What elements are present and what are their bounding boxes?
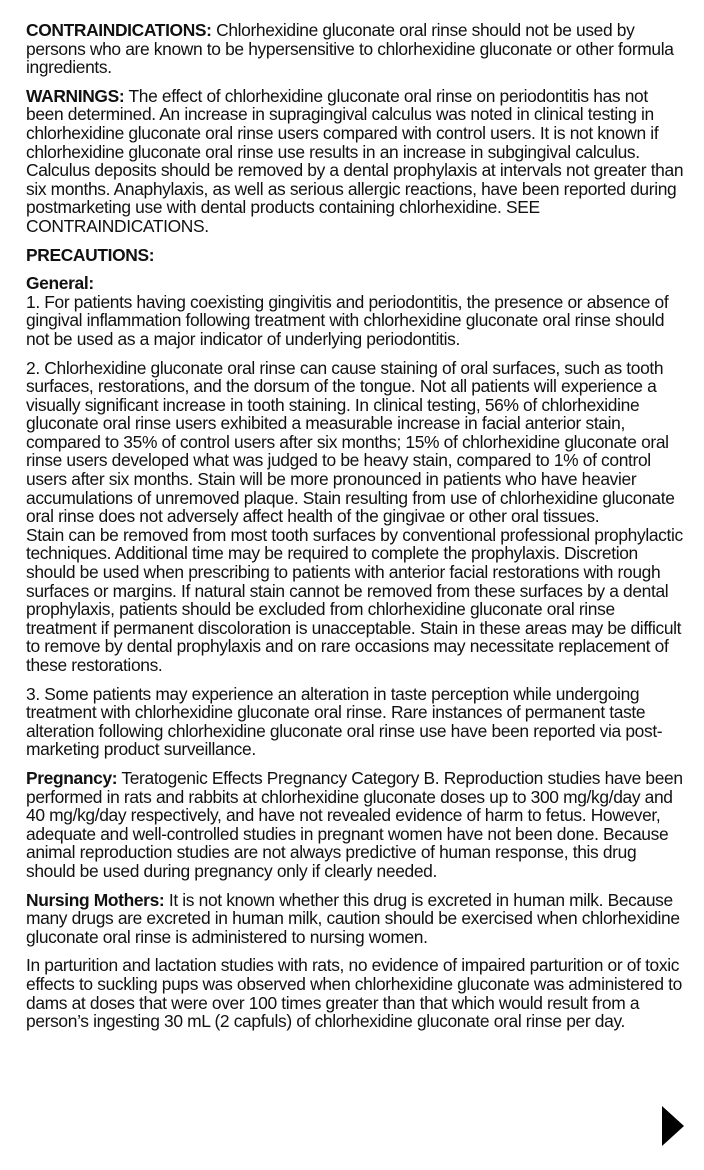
nursing-mothers-text: It is not known whether this drug is excreted in human milk. Because many drugs are excreted in human milk, caution should be exercised when chlorhexidine gluconate oral rinse is administered to nursing women. bbox=[26, 889, 680, 947]
contraindications-paragraph bbox=[26, 21, 688, 77]
precautions-heading-text: PRECAUTIONS: bbox=[26, 244, 155, 265]
pregnancy-text: Teratogenic Effects Pregnancy Category B. Reproduction studies have been performed in rats and rabbits at chlorhexidine gluconate doses up to 300 mg/kg/day and 40 mg/kg/day respectively, and have not revealed evidence of harm to fetus. However, adequate and well-controlled studies in pregnant women have not been done. Because animal reproduction studies are not always predictive of human response, this drug should be used during pregnancy only if clearly needed. bbox=[26, 767, 683, 881]
pregnancy-label: Pregnancy: bbox=[26, 767, 118, 788]
precautions-item-2-text: 2. Chlorhexidine gluconate oral rinse can cause staining of oral surfaces, such as tooth surfaces, restorations, and the dorsum of the tongue. Not all patients will experience a visually significant increase in tooth staining. In clinical testing, 56% of chlorhexidine gluconate oral rinse users exhibited a measurable increase in facial anterior stain, compared to 35% of control users after six months; 15% of chlorhexidine gluconate oral rinse users developed what was judged to be heavy stain, compared to 1% of control users after six months. Stain will be more pronounced in patients who have heavier accumulations of unremoved plaque. Stain resulting from use of chlorhexidine gluconate oral rinse does not adversely affect health of the gingivae or other oral tissues. bbox=[26, 357, 675, 527]
precautions-item-2 bbox=[26, 359, 688, 675]
pregnancy-paragraph bbox=[26, 769, 688, 881]
general-subheading: General: bbox=[26, 273, 94, 294]
contraindications-label: CONTRAINDICATIONS: bbox=[26, 20, 212, 40]
precautions-item-3-text: 3. Some patients may experience an alteration in taste perception while undergoing treatment with chlorhexidine gluconate oral rinse. Rare instances of permanent taste alteration following chlorhexidine gluconate oral rinse use have been reported via post-marketing product surveillance. bbox=[26, 683, 663, 760]
contraindications-text: Chlorhexidine gluconate oral rinse should not be used by persons who are known to be hypersensitive to chlorhexidine gluconate or other formula ingredients. bbox=[26, 20, 674, 78]
parturition-paragraph bbox=[26, 956, 688, 1030]
warnings-paragraph bbox=[26, 87, 688, 236]
parturition-text: In parturition and lactation studies with rats, no evidence of impaired parturition or of toxic effects to suckling pups was observed when chlorhexidine gluconate was administered to dams at doses that were over 100 times greater than that which would result from a person’s ingesting 30 mL (2 capfuls) of chlorhexidine gluconate oral rinse per day. bbox=[26, 955, 682, 1032]
precautions-heading bbox=[26, 246, 688, 265]
next-arrow-shape bbox=[662, 1106, 684, 1146]
warnings-label: WARNINGS: bbox=[26, 85, 125, 106]
warnings-text: The effect of chlorhexidine gluconate oral rinse on periodontitis has not been determined. An increase in supragingival calculus was noted in clinical testing in chlorhexidine gluconate oral rinse users compared with control users. It is not known if chlorhexidine gluconate oral rinse use results in an increase in subgingival calculus. Calculus deposits should be removed by a dental prophylaxis at intervals not greater than six months. Anaphylaxis, as well as serious allergic reactions, have been reported during postmarketing use with dental products containing chlorhexidine. SEE CONTRAINDICATIONS. bbox=[26, 85, 684, 236]
precautions-item-1-text: 1. For patients having coexisting gingivitis and periodontitis, the presence or absence of gingival inflammation following treatment with chlorhexidine gluconate oral rinse should not be used as a major indicator of underlying periodontitis. bbox=[26, 291, 669, 349]
precautions-item-3 bbox=[26, 685, 688, 759]
precautions-item-2-continuation: Stain can be removed from most tooth surfaces by conventional professional prophylactic techniques. Additional time may be required to complete the prophylaxis. Discretion should be used when prescribing to patients with anterior facial restorations with rough surfaces or margins. If natural stain cannot be removed from these surfaces by a dental prophylaxis, patients should be excluded from chlorhexidine gluconate oral rinse treatment if permanent discoloration is unacceptable. Stain in these areas may be difficult to remove by dental prophylaxis and on rare occasions may necessitate replacement of these restorations. bbox=[26, 524, 683, 675]
next-page-button[interactable] bbox=[662, 1106, 684, 1146]
play-triangle-icon bbox=[662, 1106, 684, 1146]
nursing-mothers-label: Nursing Mothers: bbox=[26, 889, 165, 910]
nursing-mothers-paragraph bbox=[26, 891, 688, 947]
precautions-general-item1 bbox=[26, 274, 688, 348]
document-page bbox=[26, 21, 688, 1041]
